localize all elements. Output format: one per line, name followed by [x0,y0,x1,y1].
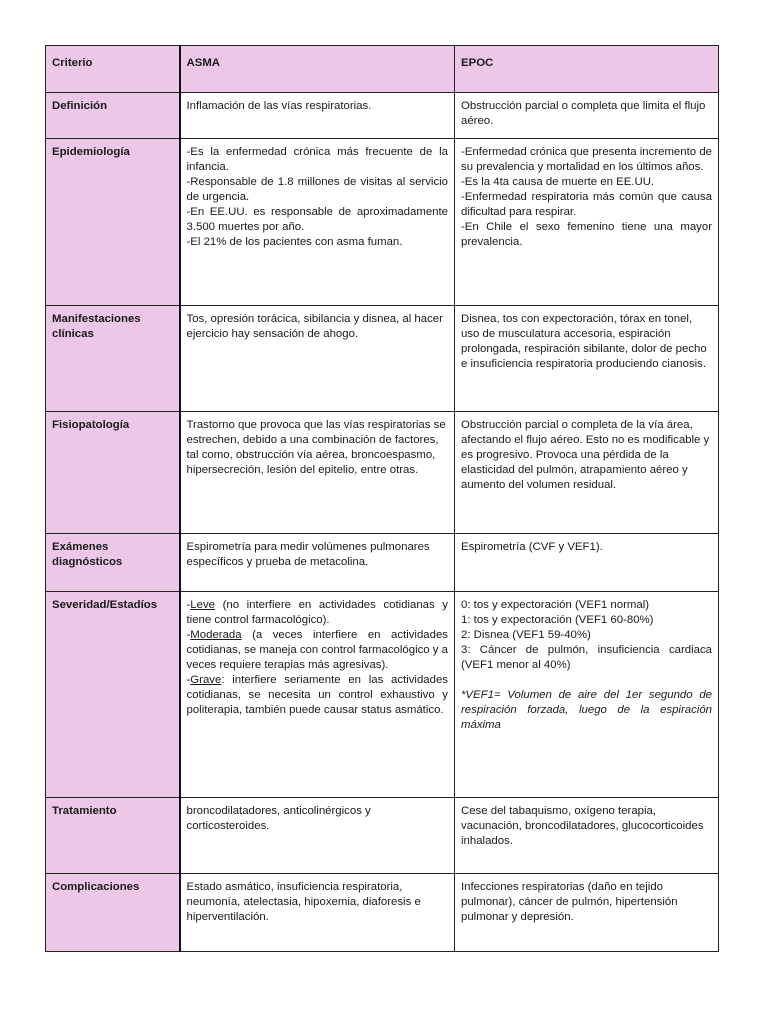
severity-term: Leve [190,599,215,611]
row-definicion [46,93,719,139]
severity-text: (a veces interfiere en actividades cotidianas, se maneja con control farmacológico y a veces requiere terapias más agresivas). [186,629,448,671]
text-line: -El 21% de los pacientes con asma fuman. [186,236,403,248]
epoc-tratamiento: Cese del tabaquismo, oxígeno terapia, vacunación, broncodilatadores, glucocorticoides inhalados. [455,798,719,874]
text-line: -Es la 4ta causa de muerte en EE.UU. [461,176,655,188]
epoc-severidad [455,592,719,798]
asma-complicaciones: Estado asmático, insuficiencia respiratoria, neumonía, atelectasia, hipoxemia, diaforesis e hiperventilación. [180,874,455,952]
epoc-definicion: Obstrucción parcial o completa que limita el flujo aéreo. [455,93,719,139]
row-complicaciones [46,874,719,952]
label-severidad: Severidad/Estadíos [46,592,180,798]
severity-leve [187,598,449,628]
epoc-manifestaciones: Disnea, tos con expectoración, tórax en tonel, uso de musculatura accesoria, espiración prolongada, respiración sibilante, dolor de pecho e insuficiencia respiratoria produciendo cianosis. [455,306,719,412]
label-examenes: Exámenes diagnósticos [46,534,180,592]
row-examenes [46,534,719,592]
text-line: -Responsable de 1.8 millones de visitas al servicio de urgencia. [186,176,448,203]
row-severidad [46,592,719,798]
row-fisiopatologia [46,412,719,534]
label-definicion: Definición [46,93,180,139]
epoc-fisiopatologia: Obstrucción parcial o completa de la vía área, afectando el flujo aéreo. Esto no es modificable y es progresivo. Provoca una pérdida de la elasticidad del pulmón, atrapamiento aéreo y aumento del volumen residual. [455,412,719,534]
severity-term: Moderada [190,629,242,641]
asma-manifestaciones: Tos, opresión torácica, sibilancia y disnea, al hacer ejercicio hay sensación de ahogo. [180,306,455,412]
vef1-note: *VEF1= Volumen de aire del 1er segundo de respiración forzada, luego de la espiración máxima [461,689,712,731]
header-criterio: Criterio [46,46,180,93]
text-line: -Enfermedad respiratoria más común que causa dificultad para respirar. [461,191,712,218]
asma-epidemiologia [180,139,455,306]
text-line: -Enfermedad crónica que presenta incremento de su prevalencia y mortalidad en los últimos años. [461,146,712,173]
header-epoc: EPOC [455,46,719,93]
severity-prefix: - [186,629,191,641]
row-manifestaciones [46,306,719,412]
severity-term: Grave [190,674,222,686]
epoc-examenes: Espirometría (CVF y VEF1). [455,534,719,592]
stage-line: 2: Disnea (VEF1 59-40%) [461,629,591,641]
epoc-complicaciones: Infecciones respiratorias (daño en tejido pulmonar), cáncer de pulmón, hipertensión pulmonar y depresión. [455,874,719,952]
epoc-epidemiologia [455,139,719,306]
stage-line: 1: tos y expectoración (VEF1 60-80%) [461,614,654,626]
row-tratamiento [46,798,719,874]
stage-line: 3: Cáncer de pulmón, insuficiencia cardiaca (VEF1 menor al 40%) [461,644,712,671]
severity-text: (no interfiere en actividades cotidianas y tiene control farmacológico). [186,599,448,626]
label-fisiopatologia: Fisiopatología [46,412,180,534]
asma-tratamiento: broncodilatadores, anticolinérgicos y corticosteroides. [180,798,455,874]
text-line: -En EE.UU. es responsable de aproximadamente 3.500 muertes por año. [186,206,448,233]
header-asma: ASMA [180,46,455,93]
text-line: -Es la enfermedad crónica más frecuente de la infancia. [186,146,448,173]
severity-grave [187,673,449,718]
stage-line: 0: tos y expectoración (VEF1 normal) [461,599,650,611]
label-epidemiologia: Epidemiología [46,139,180,306]
severity-prefix: - [186,599,191,611]
label-tratamiento: Tratamiento [46,798,180,874]
asma-examenes: Espirometría para medir volúmenes pulmonares específicos y prueba de metacolina. [180,534,455,592]
asma-severidad [180,592,455,798]
comparison-table [45,45,719,952]
severity-text: : interfiere seriamente en las actividades cotidianas, se necesita un control exhaustivo y politerapia, también puede causar status asmático. [186,674,448,716]
label-complicaciones: Complicaciones [46,874,180,952]
asma-fisiopatologia: Trastorno que provoca que las vías respiratorias se estrechen, debido a una combinación de factores, tal como, obstrucción vía aérea, broncoespasmo, hipersecreción, lesión del epitelio, entre otras. [180,412,455,534]
row-epidemiologia [46,139,719,306]
severity-prefix: - [186,674,191,686]
table-header-row [46,46,719,93]
severity-moderada [187,628,449,673]
label-manifestaciones: Manifestaciones clínicas [46,306,180,412]
text-line: -En Chile el sexo femenino tiene una mayor prevalencia. [461,221,712,248]
asma-definicion: Inflamación de las vías respiratorias. [180,93,455,139]
